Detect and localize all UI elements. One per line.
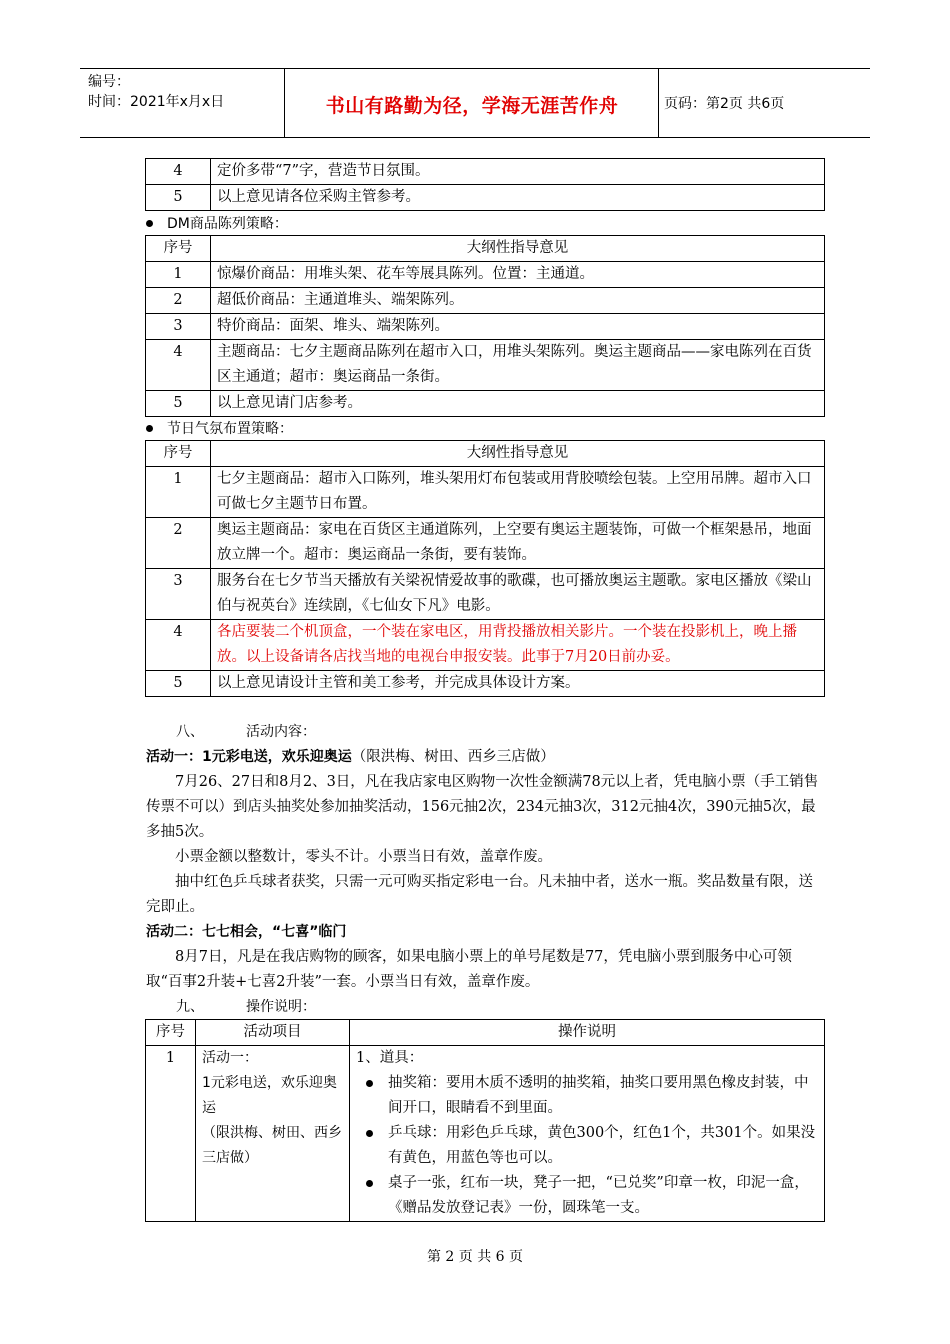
row-number: 2 (146, 518, 211, 569)
table-header-row (146, 1020, 825, 1046)
activity-item-line: （限洪梅、树田、西乡三店做） (202, 1125, 342, 1166)
table-row (146, 518, 825, 569)
table-row (146, 159, 825, 185)
section-number: 九、 (176, 999, 204, 1015)
row-number: 5 (146, 185, 211, 211)
row-text: 特价商品：面架、堆头、端架陈列。 (211, 314, 825, 340)
table-row (146, 569, 825, 620)
table-row (146, 314, 825, 340)
column-header-guidance: 大纲性指导意见 (211, 441, 825, 467)
table-row (146, 620, 825, 671)
document-number: 编号： (88, 74, 130, 90)
section-title-text: 节日气氛布置策略： (167, 421, 293, 437)
pricing-strategy-table (145, 158, 825, 211)
row-text: 服务台在七夕节当天播放有关梁祝情爱故事的歌碟，也可播放奥运主题歌。家电区播放《梁山伯与祝英台》连续剧，《七仙女下凡》电影。 (211, 569, 825, 620)
section-title-text: DM商品陈列策略： (167, 216, 288, 232)
table-row (146, 288, 825, 314)
list-item (356, 1171, 818, 1221)
row-number: 4 (146, 340, 211, 391)
activity-item-line: 1元彩电送，欢乐迎奥运 (202, 1075, 337, 1116)
table-row (146, 391, 825, 417)
table-row (146, 467, 825, 518)
dm-section-title (146, 213, 288, 233)
header-meta (88, 72, 224, 112)
bullet-icon (366, 1080, 373, 1087)
header-motto: 书山有路勤为径，学海无涯苦作舟 (325, 95, 619, 117)
list-item-text: 乒乓球：用彩色乒乓球，黄色300个，红色1个，共301个。如果没有黄色，用蓝色等也可以。 (388, 1125, 816, 1166)
row-number: 1 (146, 1046, 196, 1222)
table-header-row (146, 441, 825, 467)
bullet-icon (146, 220, 153, 227)
row-text-highlighted: 各店要装二个机顶盒，一个装在家电区，用背投播放相关影片。一个装在投影机上，晚上播放。以上设备请各店找当地的电视台申报安装。此事于7月20日前办妥。 (211, 620, 825, 671)
column-header-instructions: 操作说明 (350, 1020, 825, 1046)
bullet-icon (366, 1130, 373, 1137)
list-item-text: 抽奖箱：要用木质不透明的抽奖箱，抽奖口要用黑色橡皮封装，中间开口，眼睛看不到里面。 (388, 1075, 809, 1116)
activity-title: 活动二：七七相会，“七喜”临门 (146, 924, 347, 940)
row-text: 定价多带“7”字，营造节日氛围。 (211, 159, 825, 185)
table-row (146, 671, 825, 697)
header-page-info: 页码：第2页 共6页 (664, 96, 785, 112)
page-header (80, 68, 870, 138)
row-text: 以上意见请门店参考。 (211, 391, 825, 417)
activity-one-heading (146, 745, 826, 770)
paragraph: 8月7日，凡是在我店购物的顾客，如果电脑小票上的单号尾数是77，凭电脑小票到服务中心可领取“百事2升装+七喜2升装”一套。小票当日有效，盖章作废。 (146, 949, 792, 990)
row-text: 奥运主题商品：家电在百货区主通道陈列，上空要有奥运主题装饰，可做一个框架悬吊，地面放立牌一个。超市：奥运商品一条街，要有装饰。 (211, 518, 825, 569)
activity-item-line: 活动一： (202, 1050, 258, 1066)
row-text: 惊爆价商品：用堆头架、花车等展具陈列。位置：主通道。 (211, 262, 825, 288)
operation-table (145, 1019, 825, 1222)
table-header-row (146, 236, 825, 262)
dm-display-table (145, 235, 825, 417)
bullet-icon (146, 425, 153, 432)
row-number: 4 (146, 620, 211, 671)
row-number: 3 (146, 569, 211, 620)
row-text: 以上意见请各位采购主管参考。 (211, 185, 825, 211)
atmosphere-section-title (146, 418, 293, 438)
row-text: 以上意见请设计主管和美工参考，并完成具体设计方案。 (211, 671, 825, 697)
activity-two-heading (146, 920, 826, 945)
list-item (356, 1121, 818, 1171)
atmosphere-table (145, 440, 825, 697)
column-header-no: 序号 (146, 1020, 196, 1046)
section-title: 操作说明： (246, 999, 316, 1015)
list-item (356, 1071, 818, 1121)
table-row (146, 340, 825, 391)
bullet-icon (366, 1180, 373, 1187)
table-row (146, 185, 825, 211)
row-text: 七夕主题商品：超市入口陈列，堆头架用灯布包装或用背胶喷绘包装。上空用吊牌。超市入口可做七夕主题节日布置。 (211, 467, 825, 518)
activity-note: （限洪梅、树田、西乡三店做） (351, 749, 555, 765)
table-row (146, 1046, 825, 1222)
table-row (146, 262, 825, 288)
instructions-intro: 1、道具： (356, 1050, 424, 1066)
section-title: 活动内容： (246, 724, 316, 740)
paragraph: 抽中红色乒乓球者获奖，只需一元可购买指定彩电一台。凡未抽中者，送水一瓶。奖品数量有限，送完即止。 (146, 874, 813, 915)
column-header-no: 序号 (146, 441, 211, 467)
section-eight (146, 720, 826, 1020)
page-footer: 第 2 页 共 6 页 (426, 1249, 524, 1265)
row-text: 主题商品：七夕主题商品陈列在超市入口，用堆头架陈列。奥运主题商品——家电陈列在百货区主通道；超市：奥运商品一条街。 (211, 340, 825, 391)
row-number: 1 (146, 262, 211, 288)
list-item-text: 桌子一张，红布一块，凳子一把，“已兑奖”印章一枚，印泥一盒，《赠品发放登记表》一份，圆珠笔一支。 (388, 1175, 809, 1216)
row-number: 3 (146, 314, 211, 340)
row-number: 5 (146, 671, 211, 697)
row-number: 2 (146, 288, 211, 314)
instructions-cell (350, 1046, 825, 1222)
row-number: 1 (146, 467, 211, 518)
row-number: 5 (146, 391, 211, 417)
column-header-guidance: 大纲性指导意见 (211, 236, 825, 262)
row-text: 超低价商品：主通道堆头、端架陈列。 (211, 288, 825, 314)
activity-item (196, 1046, 350, 1222)
section-number: 八、 (176, 724, 204, 740)
section-heading (146, 720, 826, 745)
activity-title: 活动一：1元彩电送，欢乐迎奥运 (146, 749, 352, 765)
document-date: 时间：2021年x月x日 (88, 94, 225, 110)
paragraph: 7月26、27日和8月2、3日，凡在我店家电区购物一次性金额满78元以上者，凭电脑小票（手工销售传票不可以）到店头抽奖处参加抽奖活动，156元抽2次，234元抽3次，312元抽4次，390元抽5次，最多抽5次。 (146, 774, 819, 840)
column-header-activity: 活动项目 (196, 1020, 350, 1046)
column-header-no: 序号 (146, 236, 211, 262)
section-heading (146, 995, 826, 1020)
row-number: 4 (146, 159, 211, 185)
paragraph: 小票金额以整数计，零头不计。小票当日有效，盖章作废。 (175, 849, 552, 865)
